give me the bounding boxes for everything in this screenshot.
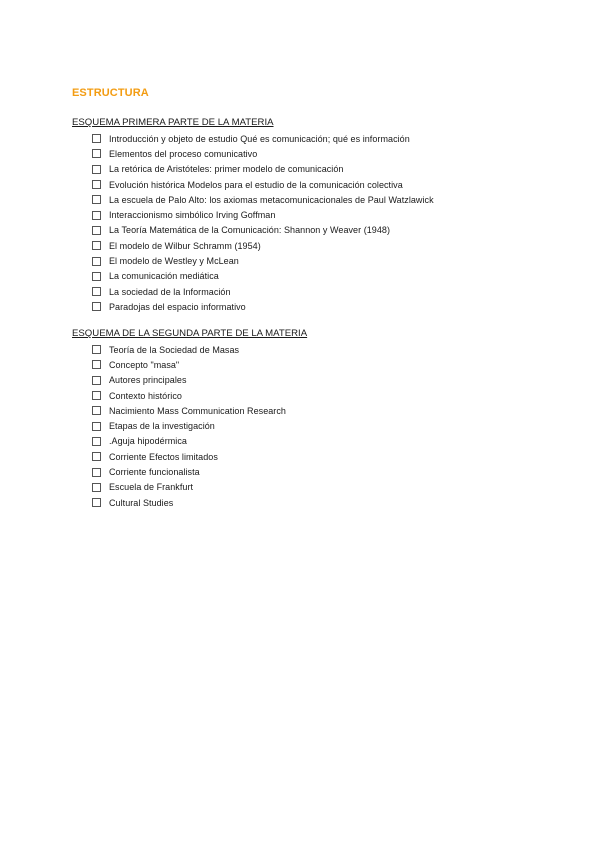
checklist-item-label: Contexto histórico [109,390,182,401]
checklist-item-label: Elementos del proceso comunicativo [109,148,258,159]
checkbox[interactable] [92,257,101,266]
checklist-item-label: Paradojas del espacio informativo [109,301,246,312]
checklist-item-label: Corriente funcionalista [109,467,200,478]
checklist-item [72,373,552,388]
checkbox[interactable] [92,226,101,235]
checklist-item [72,284,552,299]
checklist-item [72,357,552,372]
checklist-item-label: Concepto "masa" [109,359,180,370]
checkbox[interactable] [92,345,101,354]
checkbox[interactable] [92,437,101,446]
checkbox[interactable] [92,180,101,189]
checkbox[interactable] [92,272,101,281]
task-list [72,342,552,510]
checklist-item [72,131,552,146]
checklist-item [72,299,552,314]
checklist-item [72,253,552,268]
checklist-item-label: .Aguja hipodérmica [109,436,187,447]
checklist-item [72,388,552,403]
checkbox[interactable] [92,406,101,415]
checklist-item [72,434,552,449]
checklist-item-label: El modelo de Westley y McLean [109,256,239,267]
checklist-item-label: La comunicación mediática [109,271,219,282]
checklist-item [72,269,552,284]
checkbox[interactable] [92,360,101,369]
checklist-item [72,464,552,479]
checklist-item [72,238,552,253]
checklist-item-label: Introducción y objeto de estudio Qué es comunicación; qué es información [109,133,410,144]
checklist-item-label: Interaccionismo simbólico Irving Goffman [109,210,276,221]
checklist-item-label: La Teoría Matemática de la Comunicación: Shannon y Weaver (1948) [109,225,391,236]
checklist-item-label: El modelo de Wilbur Schramm (1954) [109,240,261,251]
checkbox[interactable] [92,302,101,311]
checklist-item-label: Escuela de Frankfurt [109,482,194,493]
checklist-item-label: Etapas de la investigación [109,421,215,432]
checklist-item [72,342,552,357]
checkbox[interactable] [92,134,101,143]
checklist-item-label: La retórica de Aristóteles: primer modelo de comunicación [109,164,344,175]
checklist-item [72,177,552,192]
checklist-item [72,495,552,510]
checklist-item [72,449,552,464]
checkbox[interactable] [92,498,101,507]
checkbox[interactable] [92,468,101,477]
task-list [72,131,552,315]
checklist-item-label: La escuela de Palo Alto: los axiomas metacomunicacionales de Paul Watzlawick [109,194,434,205]
checklist-item [72,207,552,222]
checklist-item-label: Autores principales [109,375,187,386]
checklist-item-label: Cultural Studies [109,497,174,508]
checklist-item [72,418,552,433]
checklist-item-label: La sociedad de la Información [109,286,231,297]
checklist-item-label: Teoría de la Sociedad de Masas [109,344,240,355]
section-first-part [72,116,552,315]
checkbox[interactable] [92,165,101,174]
checklist-item [72,192,552,207]
checkbox[interactable] [92,452,101,461]
checkbox[interactable] [92,483,101,492]
checklist-item [72,480,552,495]
section-heading: ESQUEMA DE LA SEGUNDA PARTE DE LA MATERIA [72,328,308,339]
checkbox[interactable] [92,241,101,250]
checkbox[interactable] [92,149,101,158]
checkbox[interactable] [92,287,101,296]
checkbox[interactable] [92,391,101,400]
checklist-item [72,223,552,238]
checklist-item-label: Evolución histórica Modelos para el estudio de la comunicación colectiva [109,179,403,190]
checklist-item-label: Corriente Efectos limitados [109,451,218,462]
checklist-item [72,403,552,418]
checklist-item-label: Nacimiento Mass Communication Research [109,405,286,416]
document-title: ESTRUCTURA [72,87,149,99]
checkbox[interactable] [92,376,101,385]
checkbox[interactable] [92,195,101,204]
checklist-item [72,162,552,177]
section-heading: ESQUEMA PRIMERA PARTE DE LA MATERIA [72,117,274,128]
section-second-part [72,327,552,510]
checklist-item [72,146,552,161]
checkbox[interactable] [92,422,101,431]
checkbox[interactable] [92,211,101,220]
